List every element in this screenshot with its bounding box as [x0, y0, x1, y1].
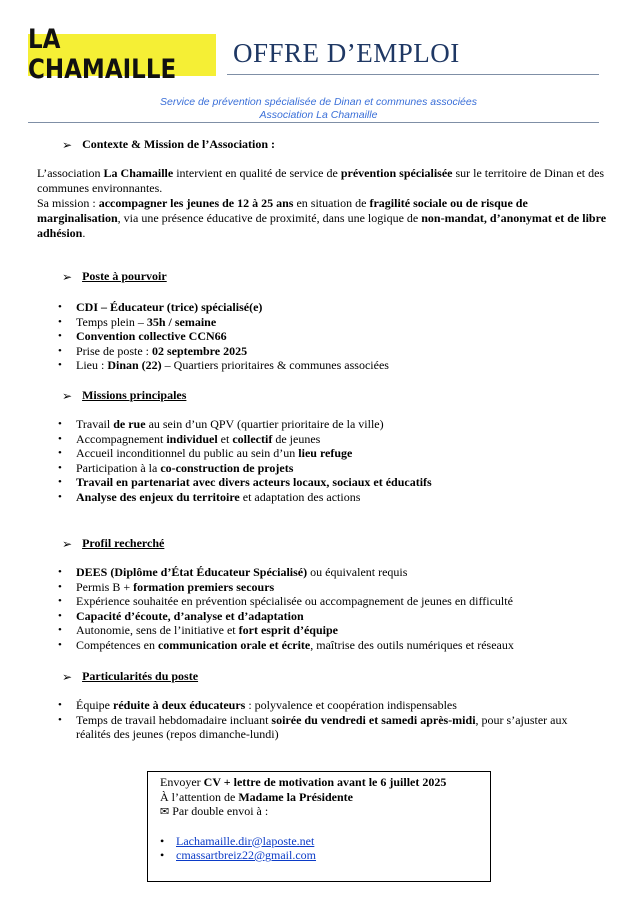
list-item: • CDI – Éducateur (trice) spécialisé(e) [58, 300, 603, 315]
subtitle-divider [28, 122, 599, 123]
email-link-2[interactable]: cmassartbreiz22@gmail.com [176, 848, 317, 862]
missions-list [58, 417, 603, 505]
profil-list [58, 565, 603, 653]
list-item: • DEES (Diplôme d’État Éducateur Spécialisé) ou équivalent requis [58, 565, 603, 580]
contact-line-envoi: ✉ Par double envoi à : [160, 804, 269, 818]
list-item: • Temps de travail hebdomadaire incluant soirée du vendredi et samedi après-midi, pour s’ajuster aux réalités des jeunes (repos dimanche-lundi) [58, 713, 603, 742]
contact-line-send: Envoyer CV + lettre de motivation avant le 6 juillet 2025 [160, 775, 447, 789]
list-item: • Lieu : Dinan (22) – Quartiers prioritaires & communes associées [58, 358, 603, 373]
title-divider [227, 74, 599, 75]
list-item: • Permis B + formation premiers secours [58, 580, 603, 595]
email-link-1[interactable]: Lachamaille.dir@laposte.net [176, 833, 315, 848]
list-item: • Expérience souhaitée en prévention spécialisée ou accompagnement de jeunes en difficulté [58, 594, 603, 609]
arrow-bullet-icon: ➢ [62, 669, 73, 684]
section-heading-poste: ➢ Poste à pourvoir [62, 269, 167, 284]
particularites-list [58, 698, 603, 742]
list-item: • Capacité d’écoute, d’analyse et d’adaptation [58, 609, 603, 624]
contact-box [147, 771, 491, 882]
list-item: • Compétences en communication orale et écrite, maîtrise des outils numériques et réseaux [58, 638, 603, 653]
list-item: • Équipe réduite à deux éducateurs : polyvalence et coopération indispensables [58, 698, 603, 713]
page-title: OFFRE D’EMPLOI [233, 38, 460, 68]
list-item: • Analyse des enjeux du territoire et adaptation des actions [58, 490, 603, 505]
list-item: • Convention collective CCN66 [58, 329, 603, 344]
subtitle-association: Association La Chamaille [259, 109, 378, 121]
list-item: • Travail en partenariat avec divers acteurs locaux, sociaux et éducatifs [58, 475, 603, 490]
section-heading-contexte: ➢ Contexte & Mission de l’Association : [62, 137, 276, 152]
arrow-bullet-icon: ➢ [62, 137, 73, 152]
list-item [160, 834, 490, 849]
list-item: • Accompagnement individuel et collectif de jeunes [58, 432, 603, 447]
logo [28, 25, 216, 85]
list-item [160, 848, 490, 863]
list-item: • Temps plein – 35h / semaine [58, 315, 603, 330]
arrow-bullet-icon: ➢ [62, 388, 73, 403]
subtitle-service: Service de prévention spécialisée de Dinan et communes associées [160, 96, 477, 108]
section-heading-profil: ➢ Profil recherché [62, 536, 165, 551]
poste-list [58, 300, 603, 373]
section-heading-particularites: ➢ Particularités du poste [62, 669, 199, 684]
contact-line-attention: À l’attention de Madame la Présidente [160, 789, 353, 804]
list-item: • Accueil inconditionnel du public au sein d’un lieu refuge [58, 446, 603, 461]
email-list [160, 834, 490, 863]
section-heading-missions: ➢ Missions principales [62, 388, 187, 403]
list-item: • Prise de poste : 02 septembre 2025 [58, 344, 603, 359]
arrow-bullet-icon: ➢ [62, 536, 73, 551]
arrow-bullet-icon: ➢ [62, 269, 73, 284]
list-item: • Autonomie, sens de l’initiative et fort esprit d’équipe [58, 623, 603, 638]
logo-text: LA CHAMAILLE [28, 25, 177, 85]
list-item: • Participation à la co-construction de projets [58, 461, 603, 476]
list-item: • Travail de rue au sein d’un QPV (quartier prioritaire de la ville) [58, 417, 603, 432]
paragraph-association: L’association La Chamaille intervient en qualité de service de prévention spécialisée sur le territoire de Dinan et des communes environnantes. Sa mission : accompagner les jeunes de 12 à 25 ans en situation de fragilité sociale ou de risque de marginalisation, via une présence éducative de proximité, dans une logique de non-mandat, d’anonymat et de libre adhésion. [37, 166, 607, 240]
envelope-icon: ✉ [160, 805, 170, 818]
